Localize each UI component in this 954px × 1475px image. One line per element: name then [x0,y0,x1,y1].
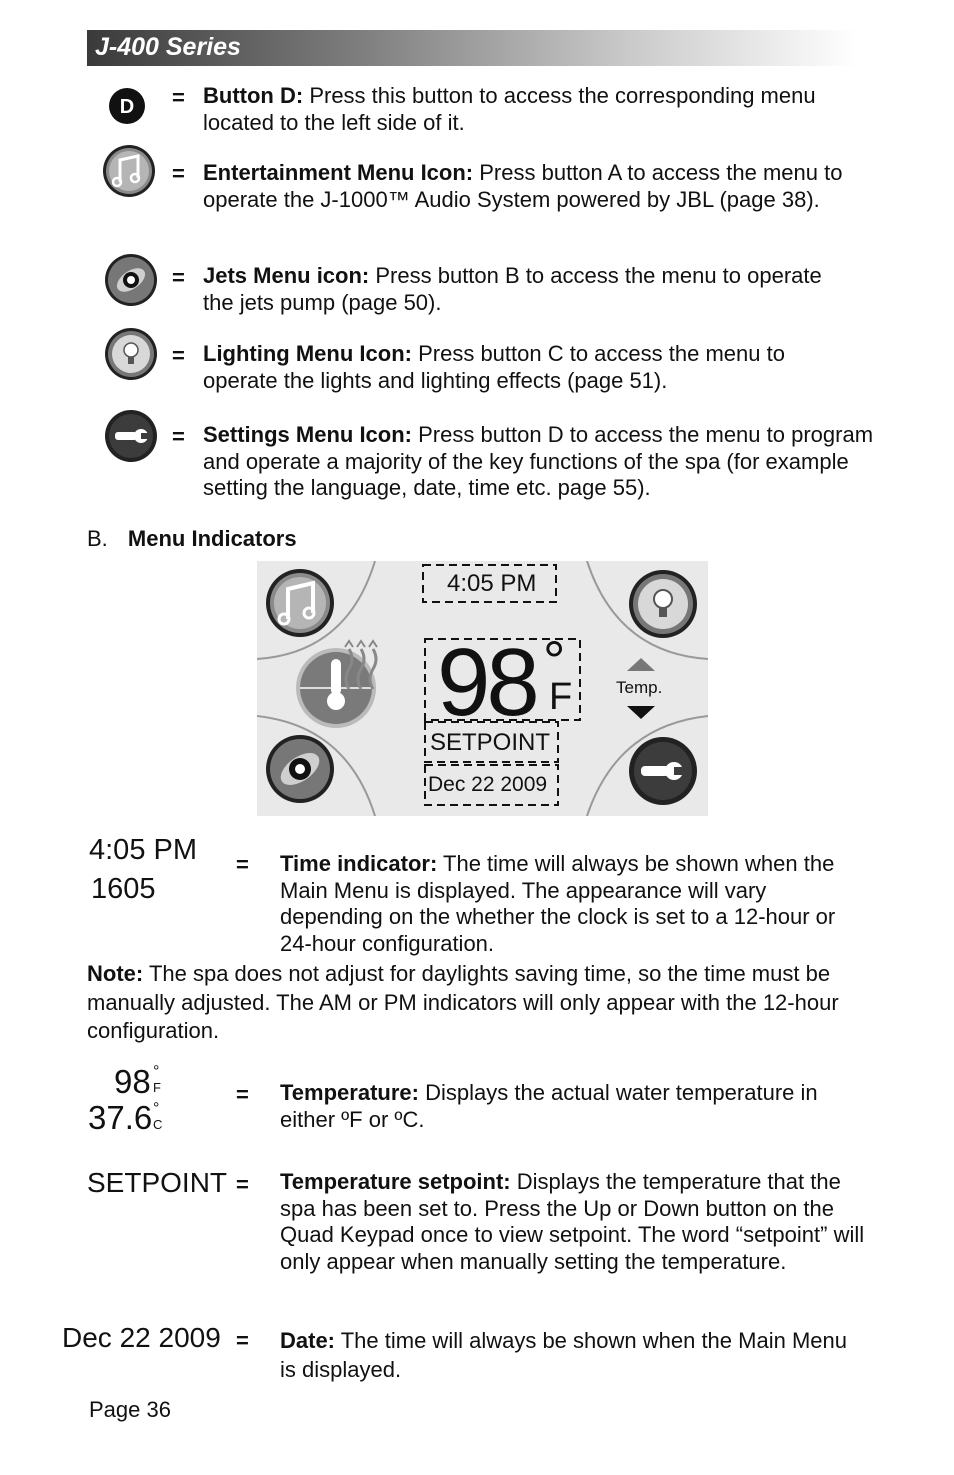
series-title: J-400 Series [95,33,241,61]
display-time: 4:05 PM [447,570,537,597]
date-sample: Dec 22 2009 [62,1322,221,1353]
display-date: Dec 22 2009 [428,773,548,796]
button-d-description: Button D: Press this button to access the corresponding menu located to the left side of it. [203,83,816,135]
equals-sign: = [236,852,249,877]
section-title: Menu Indicators [127,526,297,551]
button-d-letter: D [119,96,135,118]
music-note-icon[interactable] [266,569,334,637]
music-note-icon [102,144,156,198]
spa-display-panel [257,561,708,816]
time-indicator-description: Time indicator: The time will always be shown when the Main Menu is displayed. The appearance will vary depending on the whether the clock is set to a 12-hour or 24-hour configuration. [280,851,836,956]
time-24h-sample: 1605 [91,873,156,905]
temp-c-sample: 37.6 [88,1099,153,1136]
entertainment-description: Entertainment Menu Icon: Press button A to access the menu to operate the J-1000™ Audio System powered by JBL (page 38). [203,160,843,212]
display-unit: F [549,676,573,718]
page-header [87,30,857,66]
equals-sign: = [236,1172,249,1197]
jets-icon[interactable] [266,735,334,803]
daylight-note: Note: The spa does not adjust for daylights saving time, so the time must be manually adjusted. The AM or PM indicators will only appear with the 12-hour configuration. [87,961,839,1043]
equals-sign: = [172,161,185,186]
equals-sign: = [172,424,185,449]
temp-down-arrow-icon[interactable] [627,706,655,719]
temp-f-unit: F [153,1080,161,1095]
setpoint-sample: SETPOINT [87,1167,228,1198]
setpoint-description: Temperature setpoint: Displays the temperature that the spa has been set to. Press the Up or Down button on the Quad Keypad once to view setpoint. The word “setpoint” will only appear when manually setting the temperature. [280,1169,865,1274]
temperature-description: Temperature: Displays the actual water temperature in either ºF or ºC. [280,1080,818,1132]
equals-sign: = [236,1328,249,1353]
display-temp-label: Temp. [616,678,663,697]
section-heading [87,526,297,553]
section-letter: B. [87,526,108,551]
temp-f-sample: 98 [114,1063,151,1100]
display-setpoint: SETPOINT [430,729,551,756]
wrench-icon[interactable] [629,737,697,805]
light-bulb-icon[interactable] [629,570,697,638]
temp-c-unit: C [153,1117,163,1132]
time-12h-sample: 4:05 PM [89,834,197,866]
temp-f-degree: ° [153,1063,160,1080]
page-number: Page 36 [89,1397,171,1422]
equals-sign: = [172,85,185,110]
heater-thermometer-icon [296,641,377,728]
jets-icon [104,253,158,307]
equals-sign: = [172,265,185,290]
display-degree: ° [543,629,566,692]
date-description: Date: The time will always be shown when the Main Menu is displayed. [280,1328,847,1382]
light-bulb-icon [104,327,158,381]
temp-c-degree: ° [153,1100,160,1117]
display-temperature: 98 [437,629,536,736]
jets-description: Jets Menu icon: Press button B to access the menu to operate the jets pump (page 50). [203,263,822,315]
settings-description: Settings Menu Icon: Press button D to access the menu to program and operate a majority of the key functions of the spa (for example setting the language, date, time etc. page 55). [203,422,874,500]
wrench-icon [104,409,158,463]
equals-sign: = [236,1082,249,1107]
lighting-description: Lighting Menu Icon: Press button C to access the menu to operate the lights and lighting effects (page 51). [203,341,785,393]
button-d-icon [108,87,146,125]
equals-sign: = [172,343,185,368]
temp-up-arrow-icon[interactable] [627,658,655,671]
